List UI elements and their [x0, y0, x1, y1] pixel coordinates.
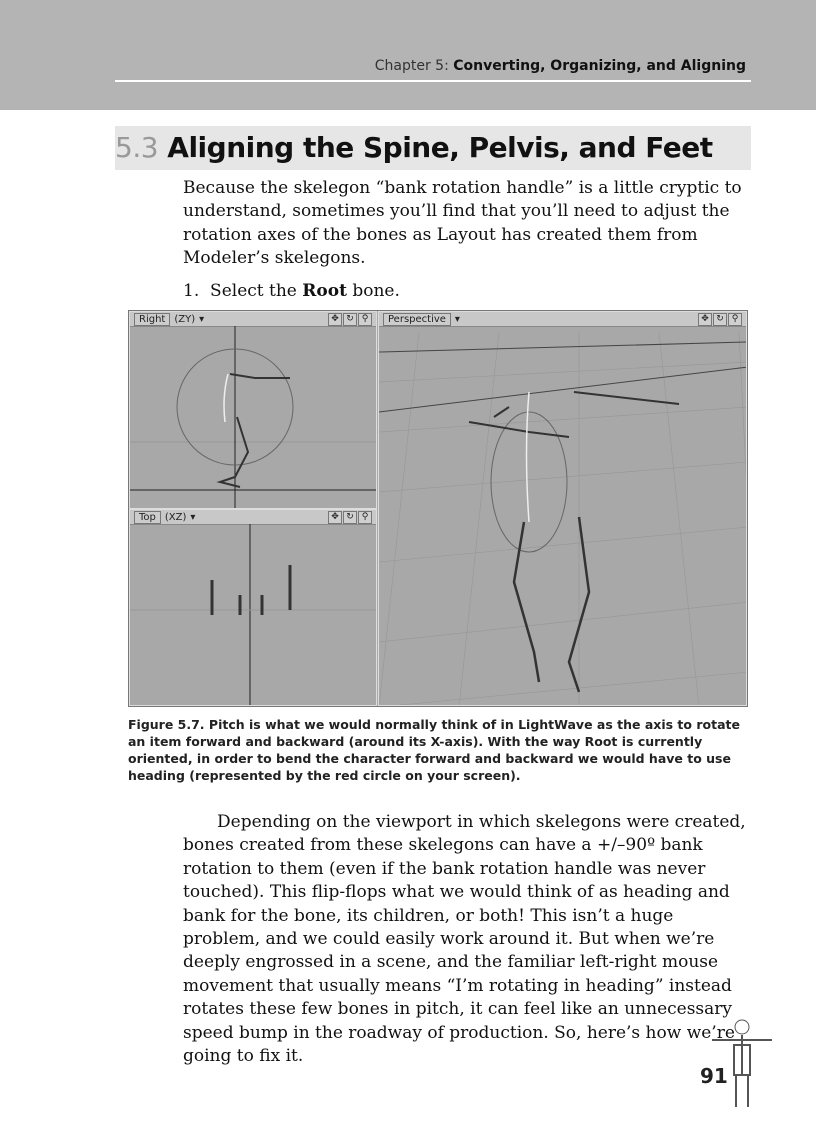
- section-number: 5.3: [115, 131, 159, 164]
- intro-paragraph: Because the skelegon “bank rotation handle” is a little cryptic to understand, sometimes you’ll find that you’ll need to adjust the rotation axes of the bones as Layout has created them from Modeler’s skelegons.: [183, 178, 742, 269]
- chapter-title: Converting, Organizing, and Aligning: [453, 58, 746, 74]
- axes-label[interactable]: (ZY): [174, 313, 196, 325]
- zoom-icon[interactable]: ⚲: [358, 511, 372, 524]
- page-number: 91: [700, 1064, 728, 1088]
- viewport-label[interactable]: Top: [134, 511, 161, 524]
- step-1: [183, 280, 748, 303]
- axes-label[interactable]: (XZ): [164, 511, 187, 523]
- rotate-icon[interactable]: ↻: [343, 511, 357, 524]
- chapter-heading: [375, 58, 746, 74]
- step-text-end: bone.: [346, 281, 400, 301]
- zoom-icon[interactable]: ⚲: [728, 313, 742, 326]
- dropdown-icon[interactable]: ▾: [199, 313, 205, 325]
- section-title-text: Aligning the Spine, Pelvis, and Feet: [167, 131, 713, 164]
- move-icon[interactable]: ✥: [328, 511, 342, 524]
- viewport-top: [129, 509, 377, 706]
- figure-screenshot: [128, 310, 748, 707]
- move-icon[interactable]: ✥: [698, 313, 712, 326]
- step-text: Select the: [210, 281, 303, 301]
- viewport-label[interactable]: Perspective: [383, 313, 451, 326]
- viewport-label[interactable]: Right: [134, 313, 170, 326]
- skeleton-perspective-view: [379, 312, 747, 706]
- viewport-right: [129, 311, 377, 509]
- running-header: [0, 0, 816, 110]
- dropdown-icon[interactable]: ▾: [190, 511, 196, 523]
- section-title: [115, 126, 751, 170]
- dropdown-icon[interactable]: ▾: [454, 313, 460, 325]
- body-paragraph: Depending on the viewport in which skelegons were created, bones created from these skelegons can have a +/–90º bank rotation to them (even if the bank rotation handle was never touched). This flip-flops what we would think of as heading and bank for the bone, its children, or both! This isn’t a huge problem, and we could easily work around it. But when we’re deeply engrossed in a scene, and the familiar left-right mouse movement that usually means “I’m rotating in heading” instead rotates these few bones in pitch, it can feel like an unnecessary speed bump in the roadway of production. So, here’s how we’re going to fix it.: [183, 812, 746, 1067]
- rotate-icon[interactable]: ↻: [713, 313, 727, 326]
- step-number: 1.: [183, 281, 200, 301]
- rotate-icon[interactable]: ↻: [343, 313, 357, 326]
- skeleton-top-view: [130, 510, 377, 706]
- header-rule: [115, 80, 751, 82]
- skeleton-side-view: [130, 312, 377, 509]
- chapter-prefix: Chapter 5:: [374, 58, 454, 74]
- viewport-perspective: [378, 311, 747, 706]
- character-logo-icon: [712, 1015, 772, 1110]
- move-icon[interactable]: ✥: [328, 313, 342, 326]
- zoom-icon[interactable]: ⚲: [358, 313, 372, 326]
- figure-caption: Figure 5.7. Pitch is what we would normally think of in LightWave as the axis to rotate an item forward and backward (around its X-axis). With the way Root is currently oriented, in order to bend the character forward and backward we would have to use heading (represented by the red circle on your screen).: [128, 717, 740, 783]
- step-bold: Root: [302, 281, 347, 301]
